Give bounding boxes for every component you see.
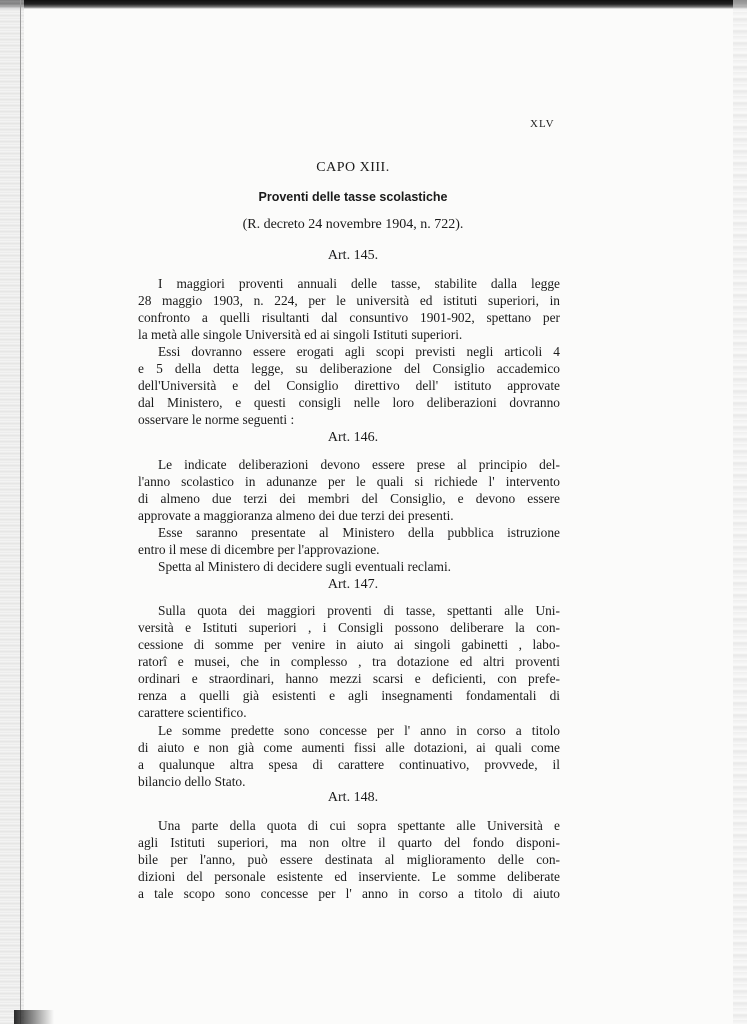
article-line: carattere scientifico. [138,705,247,720]
article-heading-146: Art. 146. [327,430,379,445]
article-line: I maggiori proventi annuali delle tasse, stabilite dalla legge [158,276,560,291]
article-line: agli Istituti superiori, ma non oltre il quarto del fondo disponi- [138,835,560,850]
article-line: dell'Università e del Consiglio direttivo dell' istituto approvate [138,378,560,393]
scan-right-edge [733,0,747,1024]
article-line: l'anno scolastico in adunanze per le quali si richiede l' intervento [138,474,560,489]
article-line: Esse saranno presentate al Ministero della pubblica istruzione [158,525,560,540]
article-line: la metà alle singole Università ed ai singoli Istituti superiori. [138,327,463,342]
article-line: entro il mese di dicembre per l'approvazione. [138,542,380,557]
article-line: Spetta al Ministero di decidere sugli eventuali reclami. [158,559,452,574]
article-line: a qualunque altra spesa di carattere continuativo, provvede, il [138,757,560,772]
article-line: di aiuto e non già come aumenti fissi alle dotazioni, ai quali come [138,740,560,755]
article-line: Essi dovranno essere erogati agli scopi previsti negli articoli 4 [158,344,560,359]
scan-bottom-corner [14,1010,54,1024]
section-subtitle: Proventi delle tasse scolastiche [258,190,448,204]
scan-left-line [20,0,21,1024]
article-line: 28 maggio 1903, n. 224, per le università ed istituti superiori, in [138,293,560,308]
article-heading-147: Art. 147. [327,577,379,592]
article-line: renza a quelli già esistenti e agli insegnamenti fondamentali di [138,688,560,703]
article-heading-148: Art. 148. [327,790,379,805]
scan-top-edge [0,0,747,9]
article-line: Sulla quota dei maggiori proventi di tasse, spettanti alle Uni- [158,603,560,618]
article-line: ratorî e musei, che in complesso , tra dotazione ed altri proventi [138,654,560,669]
decree-reference: (R. decreto 24 novembre 1904, n. 722). [242,217,464,232]
chapter-title: CAPO XIII. [316,160,390,175]
article-line: approvate a maggioranza almeno dei due terzi dei presenti. [138,508,454,523]
article-line: osservare le norme seguenti : [138,412,295,427]
article-line: dal Ministero, e questi consigli nelle loro deliberazioni dovranno [138,395,560,410]
article-line: versità e Istituti superiori , i Consigli possono deliberare la con- [138,620,560,635]
article-heading-145: Art. 145. [327,248,379,263]
article-line: di almeno due terzi dei membri del Consiglio, e devono essere [138,491,560,506]
article-line: bile per l'anno, può essere destinata al miglioramento delle con- [138,852,560,867]
article-line: a tale scopo sono concesse per l' anno in corso a titolo di aiuto [138,886,560,901]
article-line: dizioni del personale esistente ed inserviente. Le somme deliberate [138,869,560,884]
article-line: Una parte della quota di cui sopra spettante alle Università e [158,818,560,833]
article-line: Le indicate deliberazioni devono essere prese al principio del- [158,457,560,472]
article-line: e 5 della detta legge, su deliberazione del Consiglio accademico [138,361,560,376]
page-number: XLV [530,118,555,130]
article-line: confronto a quelli risultanti dal consuntivo 1901-902, spettano per [138,310,560,325]
article-line: cessione di somme per venire in aiuto ai singoli gabinetti , labo- [138,637,560,652]
article-line: Le somme predette sono concesse per l' anno in corso a titolo [158,723,560,738]
article-line: bilancio dello Stato. [138,774,246,789]
article-line: ordinari e straordinari, hanno mezzi scarsi e deficienti, con prefe- [138,671,560,686]
